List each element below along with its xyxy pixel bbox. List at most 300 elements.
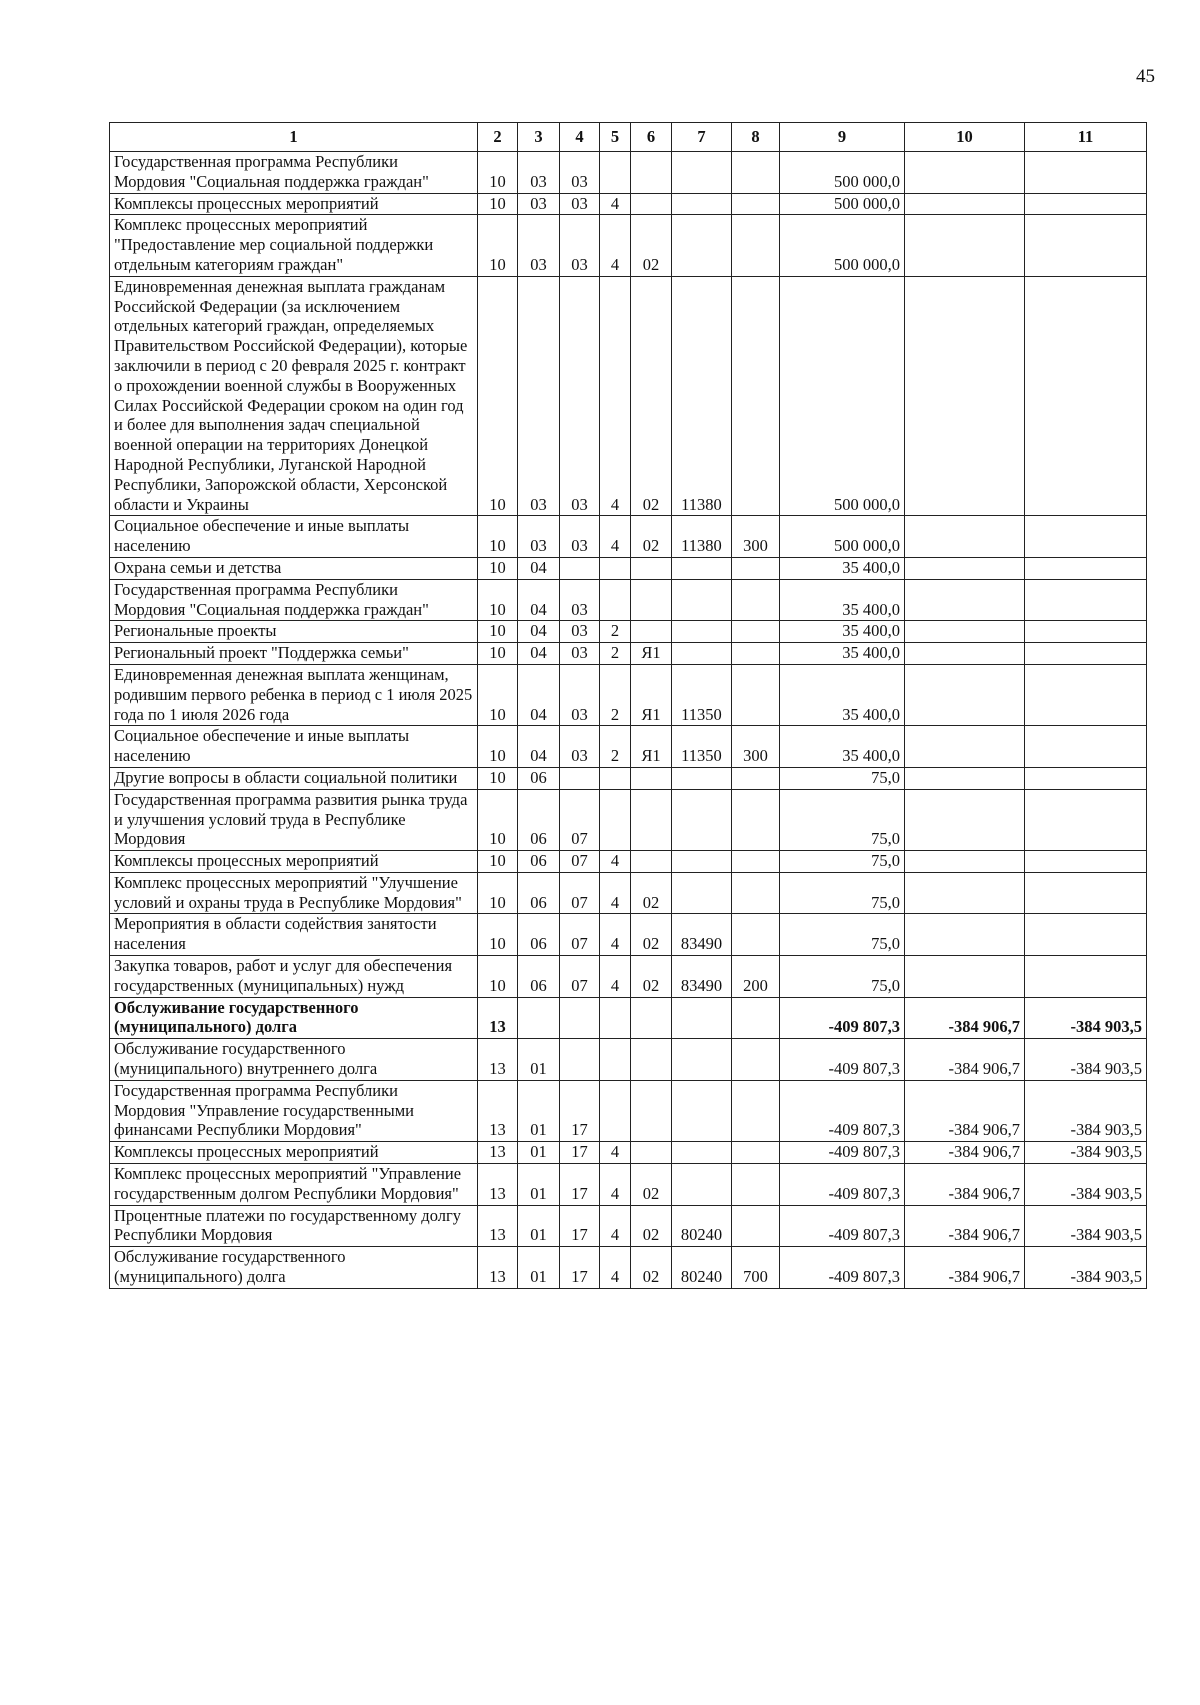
row-name-cell: Региональные проекты	[110, 621, 478, 643]
subprogram-code-cell: 2	[600, 643, 631, 665]
subsection-code-cell	[518, 997, 560, 1039]
table-row	[110, 1142, 1147, 1164]
table-row	[110, 767, 1147, 789]
table-row	[110, 516, 1147, 558]
row-name-cell: Мероприятия в области содействия занятости населения	[110, 914, 478, 956]
program-code-cell	[560, 1039, 600, 1081]
amount-col-11-cell	[1025, 152, 1147, 194]
section-code-cell: 10	[478, 193, 518, 215]
amount-col-10-cell: -384 906,7	[905, 1164, 1025, 1206]
section-code-cell: 10	[478, 872, 518, 914]
program-code-cell: 03	[560, 664, 600, 725]
amount-col-9-cell: -409 807,3	[780, 1142, 905, 1164]
program-code-cell: 03	[560, 643, 600, 665]
program-code-cell: 07	[560, 914, 600, 956]
column-header: 9	[780, 123, 905, 152]
target-article-code-cell	[672, 621, 732, 643]
amount-col-9-cell: -409 807,3	[780, 1039, 905, 1081]
amount-col-10-cell	[905, 664, 1025, 725]
subprogram-code-cell	[600, 579, 631, 621]
amount-col-11-cell	[1025, 851, 1147, 873]
table-row	[110, 1205, 1147, 1247]
subsection-code-cell: 01	[518, 1080, 560, 1141]
amount-col-10-cell: -384 906,7	[905, 1142, 1025, 1164]
expense-type-code-cell	[732, 193, 780, 215]
amount-col-9-cell: 35 400,0	[780, 557, 905, 579]
amount-col-10-cell	[905, 956, 1025, 998]
amount-col-11-cell	[1025, 767, 1147, 789]
amount-col-10-cell	[905, 851, 1025, 873]
amount-col-9-cell: 35 400,0	[780, 621, 905, 643]
event-code-cell: 02	[631, 215, 672, 276]
row-name-cell: Комплекс процессных мероприятий "Управление государственным долгом Республики Мордовия"	[110, 1164, 478, 1206]
target-article-code-cell	[672, 997, 732, 1039]
subsection-code-cell: 04	[518, 643, 560, 665]
row-name-cell: Единовременная денежная выплата гражданам Российской Федерации (за исключением отдельных категорий граждан, определяемых Правительством Российской Федерации), которые заключили в период с 20 февраля 2025 г. контракт о прохождении военной службы в Вооруженных Силах Российской Федерации сроком на один год и более для выполнения задач специальной военной операции на территориях Донецкой Народной Республики, Луганской Народной Республики, Запорожской области, Херсонской области и Украины	[110, 276, 478, 516]
amount-col-10-cell	[905, 789, 1025, 850]
subsection-code-cell: 06	[518, 872, 560, 914]
budget-table	[109, 122, 1147, 1289]
section-code-cell: 13	[478, 1164, 518, 1206]
column-header: 6	[631, 123, 672, 152]
subsection-code-cell: 06	[518, 851, 560, 873]
row-name-cell: Социальное обеспечение и иные выплаты населению	[110, 516, 478, 558]
event-code-cell	[631, 1142, 672, 1164]
target-article-code-cell: 11350	[672, 726, 732, 768]
table-row	[110, 664, 1147, 725]
target-article-code-cell	[672, 1080, 732, 1141]
event-code-cell: Я1	[631, 664, 672, 725]
row-name-cell: Государственная программа развития рынка труда и улучшения условий труда в Республике Мордовия	[110, 789, 478, 850]
section-code-cell: 10	[478, 726, 518, 768]
subprogram-code-cell: 4	[600, 1142, 631, 1164]
header-row	[110, 123, 1147, 152]
table-row	[110, 1247, 1147, 1289]
target-article-code-cell	[672, 1164, 732, 1206]
amount-col-11-cell	[1025, 579, 1147, 621]
expense-type-code-cell	[732, 664, 780, 725]
row-name-cell: Комплекс процессных мероприятий "Улучшение условий и охраны труда в Республике Мордовия"	[110, 872, 478, 914]
table-row	[110, 997, 1147, 1039]
subprogram-code-cell: 4	[600, 193, 631, 215]
amount-col-10-cell	[905, 516, 1025, 558]
amount-col-10-cell	[905, 579, 1025, 621]
subprogram-code-cell: 4	[600, 1164, 631, 1206]
program-code-cell: 03	[560, 726, 600, 768]
expense-type-code-cell	[732, 215, 780, 276]
target-article-code-cell	[672, 557, 732, 579]
amount-col-10-cell: -384 906,7	[905, 1205, 1025, 1247]
expense-type-code-cell: 300	[732, 516, 780, 558]
amount-col-11-cell	[1025, 789, 1147, 850]
expense-type-code-cell	[732, 1080, 780, 1141]
amount-col-11-cell: -384 903,5	[1025, 1247, 1147, 1289]
section-code-cell: 13	[478, 1247, 518, 1289]
amount-col-9-cell: 500 000,0	[780, 276, 905, 516]
expense-type-code-cell	[732, 1142, 780, 1164]
amount-col-9-cell: -409 807,3	[780, 1205, 905, 1247]
section-code-cell: 10	[478, 516, 518, 558]
event-code-cell	[631, 621, 672, 643]
row-name-cell: Закупка товаров, работ и услуг для обеспечения государственных (муниципальных) нужд	[110, 956, 478, 998]
amount-col-10-cell	[905, 726, 1025, 768]
column-header: 5	[600, 123, 631, 152]
event-code-cell: Я1	[631, 643, 672, 665]
program-code-cell: 17	[560, 1247, 600, 1289]
expense-type-code-cell	[732, 1164, 780, 1206]
section-code-cell: 10	[478, 956, 518, 998]
table-row	[110, 851, 1147, 873]
expense-type-code-cell	[732, 1205, 780, 1247]
target-article-code-cell	[672, 1039, 732, 1081]
subsection-code-cell: 04	[518, 557, 560, 579]
row-name-cell: Единовременная денежная выплата женщинам, родившим первого ребенка в период с 1 июля 2025 года по 1 июля 2026 года	[110, 664, 478, 725]
target-article-code-cell	[672, 789, 732, 850]
column-header: 3	[518, 123, 560, 152]
column-header: 8	[732, 123, 780, 152]
subprogram-code-cell: 2	[600, 726, 631, 768]
target-article-code-cell: 11380	[672, 516, 732, 558]
subprogram-code-cell: 4	[600, 516, 631, 558]
expense-type-code-cell	[732, 557, 780, 579]
section-code-cell: 10	[478, 152, 518, 194]
subprogram-code-cell: 4	[600, 215, 631, 276]
target-article-code-cell	[672, 215, 732, 276]
subsection-code-cell: 03	[518, 193, 560, 215]
event-code-cell	[631, 152, 672, 194]
section-code-cell: 10	[478, 579, 518, 621]
subsection-code-cell: 01	[518, 1205, 560, 1247]
table-row	[110, 872, 1147, 914]
subsection-code-cell: 04	[518, 621, 560, 643]
amount-col-11-cell: -384 903,5	[1025, 1142, 1147, 1164]
row-name-cell: Другие вопросы в области социальной политики	[110, 767, 478, 789]
table-row	[110, 1080, 1147, 1141]
subprogram-code-cell: 4	[600, 851, 631, 873]
amount-col-11-cell	[1025, 276, 1147, 516]
amount-col-9-cell: 75,0	[780, 914, 905, 956]
target-article-code-cell: 83490	[672, 956, 732, 998]
event-code-cell: 02	[631, 872, 672, 914]
section-code-cell: 10	[478, 621, 518, 643]
expense-type-code-cell	[732, 1039, 780, 1081]
program-code-cell: 17	[560, 1205, 600, 1247]
subprogram-code-cell	[600, 1080, 631, 1141]
table-row	[110, 152, 1147, 194]
target-article-code-cell	[672, 152, 732, 194]
amount-col-9-cell: 500 000,0	[780, 152, 905, 194]
subprogram-code-cell	[600, 997, 631, 1039]
amount-col-9-cell: -409 807,3	[780, 997, 905, 1039]
amount-col-11-cell	[1025, 643, 1147, 665]
expense-type-code-cell	[732, 851, 780, 873]
expense-type-code-cell	[732, 276, 780, 516]
table-row	[110, 557, 1147, 579]
row-name-cell: Обслуживание государственного (муниципального) долга	[110, 997, 478, 1039]
section-code-cell: 10	[478, 664, 518, 725]
amount-col-9-cell: 35 400,0	[780, 643, 905, 665]
row-name-cell: Комплексы процессных мероприятий	[110, 193, 478, 215]
program-code-cell: 03	[560, 215, 600, 276]
amount-col-9-cell: 35 400,0	[780, 664, 905, 725]
column-header: 2	[478, 123, 518, 152]
subsection-code-cell: 04	[518, 664, 560, 725]
subprogram-code-cell: 2	[600, 664, 631, 725]
event-code-cell	[631, 767, 672, 789]
program-code-cell: 03	[560, 579, 600, 621]
program-code-cell: 17	[560, 1142, 600, 1164]
amount-col-9-cell: -409 807,3	[780, 1080, 905, 1141]
expense-type-code-cell	[732, 789, 780, 850]
row-name-cell: Обслуживание государственного (муниципального) долга	[110, 1247, 478, 1289]
section-code-cell: 13	[478, 1142, 518, 1164]
section-code-cell: 10	[478, 851, 518, 873]
expense-type-code-cell	[732, 872, 780, 914]
program-code-cell: 07	[560, 851, 600, 873]
row-name-cell: Государственная программа Республики Мордовия "Управление государственными финансами Республики Мордовия"	[110, 1080, 478, 1141]
amount-col-10-cell: -384 906,7	[905, 1247, 1025, 1289]
amount-col-10-cell	[905, 557, 1025, 579]
amount-col-9-cell: -409 807,3	[780, 1164, 905, 1206]
row-name-cell: Государственная программа Республики Мордовия "Социальная поддержка граждан"	[110, 579, 478, 621]
program-code-cell: 07	[560, 872, 600, 914]
row-name-cell: Комплекс процессных мероприятий "Предоставление мер социальной поддержки отдельным категориям граждан"	[110, 215, 478, 276]
column-header: 11	[1025, 123, 1147, 152]
amount-col-11-cell	[1025, 914, 1147, 956]
amount-col-10-cell: -384 906,7	[905, 1039, 1025, 1081]
subsection-code-cell: 01	[518, 1142, 560, 1164]
amount-col-11-cell: -384 903,5	[1025, 1205, 1147, 1247]
table-row	[110, 579, 1147, 621]
amount-col-10-cell	[905, 643, 1025, 665]
program-code-cell: 03	[560, 193, 600, 215]
row-name-cell: Обслуживание государственного (муниципального) внутреннего долга	[110, 1039, 478, 1081]
amount-col-11-cell	[1025, 621, 1147, 643]
program-code-cell: 07	[560, 956, 600, 998]
target-article-code-cell	[672, 872, 732, 914]
column-header: 4	[560, 123, 600, 152]
section-code-cell: 13	[478, 997, 518, 1039]
amount-col-9-cell: 500 000,0	[780, 215, 905, 276]
event-code-cell: 02	[631, 1205, 672, 1247]
amount-col-9-cell: 35 400,0	[780, 579, 905, 621]
amount-col-9-cell: -409 807,3	[780, 1247, 905, 1289]
amount-col-11-cell: -384 903,5	[1025, 1039, 1147, 1081]
subprogram-code-cell: 4	[600, 956, 631, 998]
event-code-cell	[631, 193, 672, 215]
program-code-cell: 03	[560, 516, 600, 558]
subprogram-code-cell: 4	[600, 1205, 631, 1247]
row-name-cell: Комплексы процессных мероприятий	[110, 1142, 478, 1164]
subsection-code-cell: 06	[518, 956, 560, 998]
section-code-cell: 10	[478, 789, 518, 850]
page-number: 45	[1136, 66, 1155, 87]
event-code-cell: 02	[631, 956, 672, 998]
target-article-code-cell: 11380	[672, 276, 732, 516]
table-row	[110, 276, 1147, 516]
target-article-code-cell: 11350	[672, 664, 732, 725]
amount-col-11-cell: -384 903,5	[1025, 1080, 1147, 1141]
amount-col-10-cell	[905, 872, 1025, 914]
event-code-cell: 02	[631, 276, 672, 516]
table-row	[110, 1039, 1147, 1081]
subsection-code-cell: 06	[518, 789, 560, 850]
amount-col-9-cell: 75,0	[780, 767, 905, 789]
subsection-code-cell: 03	[518, 516, 560, 558]
amount-col-9-cell: 500 000,0	[780, 516, 905, 558]
event-code-cell	[631, 997, 672, 1039]
section-code-cell: 10	[478, 914, 518, 956]
section-code-cell: 10	[478, 276, 518, 516]
subprogram-code-cell	[600, 789, 631, 850]
expense-type-code-cell	[732, 767, 780, 789]
amount-col-11-cell	[1025, 872, 1147, 914]
section-code-cell: 13	[478, 1080, 518, 1141]
column-header: 10	[905, 123, 1025, 152]
subsection-code-cell: 01	[518, 1164, 560, 1206]
column-header: 7	[672, 123, 732, 152]
program-code-cell: 03	[560, 276, 600, 516]
subprogram-code-cell: 4	[600, 276, 631, 516]
program-code-cell	[560, 767, 600, 789]
row-name-cell: Региональный проект "Поддержка семьи"	[110, 643, 478, 665]
subsection-code-cell: 01	[518, 1039, 560, 1081]
row-name-cell: Государственная программа Республики Мордовия "Социальная поддержка граждан"	[110, 152, 478, 194]
expense-type-code-cell: 700	[732, 1247, 780, 1289]
expense-type-code-cell	[732, 914, 780, 956]
column-header: 1	[110, 123, 478, 152]
amount-col-10-cell: -384 906,7	[905, 1080, 1025, 1141]
event-code-cell: 02	[631, 1164, 672, 1206]
amount-col-9-cell: 75,0	[780, 956, 905, 998]
row-name-cell: Социальное обеспечение и иные выплаты населению	[110, 726, 478, 768]
target-article-code-cell: 80240	[672, 1205, 732, 1247]
amount-col-9-cell: 35 400,0	[780, 726, 905, 768]
subprogram-code-cell	[600, 1039, 631, 1081]
amount-col-10-cell	[905, 621, 1025, 643]
table-row	[110, 643, 1147, 665]
subprogram-code-cell	[600, 767, 631, 789]
target-article-code-cell	[672, 193, 732, 215]
subsection-code-cell: 03	[518, 152, 560, 194]
expense-type-code-cell	[732, 643, 780, 665]
amount-col-9-cell: 75,0	[780, 872, 905, 914]
row-name-cell: Комплексы процессных мероприятий	[110, 851, 478, 873]
event-code-cell	[631, 557, 672, 579]
amount-col-9-cell: 500 000,0	[780, 193, 905, 215]
subsection-code-cell: 04	[518, 579, 560, 621]
section-code-cell: 10	[478, 767, 518, 789]
target-article-code-cell	[672, 767, 732, 789]
subprogram-code-cell: 4	[600, 1247, 631, 1289]
section-code-cell: 13	[478, 1205, 518, 1247]
target-article-code-cell: 83490	[672, 914, 732, 956]
expense-type-code-cell: 200	[732, 956, 780, 998]
event-code-cell	[631, 1039, 672, 1081]
target-article-code-cell	[672, 643, 732, 665]
subprogram-code-cell	[600, 152, 631, 194]
table-row	[110, 956, 1147, 998]
amount-col-11-cell	[1025, 664, 1147, 725]
event-code-cell: Я1	[631, 726, 672, 768]
target-article-code-cell: 80240	[672, 1247, 732, 1289]
section-code-cell: 13	[478, 1039, 518, 1081]
program-code-cell: 17	[560, 1080, 600, 1141]
program-code-cell: 03	[560, 152, 600, 194]
program-code-cell: 07	[560, 789, 600, 850]
event-code-cell	[631, 851, 672, 873]
target-article-code-cell	[672, 579, 732, 621]
subsection-code-cell: 06	[518, 767, 560, 789]
target-article-code-cell	[672, 1142, 732, 1164]
amount-col-10-cell	[905, 152, 1025, 194]
subsection-code-cell: 01	[518, 1247, 560, 1289]
amount-col-11-cell	[1025, 215, 1147, 276]
amount-col-10-cell	[905, 767, 1025, 789]
subprogram-code-cell: 4	[600, 914, 631, 956]
expense-type-code-cell	[732, 621, 780, 643]
row-name-cell: Процентные платежи по государственному долгу Республики Мордовия	[110, 1205, 478, 1247]
program-code-cell	[560, 997, 600, 1039]
event-code-cell: 02	[631, 914, 672, 956]
expense-type-code-cell: 300	[732, 726, 780, 768]
amount-col-11-cell	[1025, 557, 1147, 579]
subsection-code-cell: 03	[518, 215, 560, 276]
amount-col-10-cell	[905, 215, 1025, 276]
amount-col-11-cell	[1025, 956, 1147, 998]
amount-col-10-cell	[905, 914, 1025, 956]
event-code-cell: 02	[631, 516, 672, 558]
table-row	[110, 914, 1147, 956]
amount-col-11-cell: -384 903,5	[1025, 997, 1147, 1039]
table-row	[110, 789, 1147, 850]
section-code-cell: 10	[478, 215, 518, 276]
target-article-code-cell	[672, 851, 732, 873]
subprogram-code-cell	[600, 557, 631, 579]
event-code-cell	[631, 789, 672, 850]
amount-col-10-cell: -384 906,7	[905, 997, 1025, 1039]
amount-col-11-cell: -384 903,5	[1025, 1164, 1147, 1206]
expense-type-code-cell	[732, 997, 780, 1039]
subsection-code-cell: 04	[518, 726, 560, 768]
table-row	[110, 1164, 1147, 1206]
row-name-cell: Охрана семьи и детства	[110, 557, 478, 579]
event-code-cell	[631, 579, 672, 621]
event-code-cell: 02	[631, 1247, 672, 1289]
section-code-cell: 10	[478, 557, 518, 579]
amount-col-10-cell	[905, 276, 1025, 516]
table-row	[110, 193, 1147, 215]
amount-col-10-cell	[905, 193, 1025, 215]
section-code-cell: 10	[478, 643, 518, 665]
subsection-code-cell: 06	[518, 914, 560, 956]
subsection-code-cell: 03	[518, 276, 560, 516]
amount-col-11-cell	[1025, 193, 1147, 215]
subprogram-code-cell: 4	[600, 872, 631, 914]
amount-col-9-cell: 75,0	[780, 789, 905, 850]
expense-type-code-cell	[732, 579, 780, 621]
amount-col-11-cell	[1025, 516, 1147, 558]
table-row	[110, 726, 1147, 768]
subprogram-code-cell: 2	[600, 621, 631, 643]
amount-col-9-cell: 75,0	[780, 851, 905, 873]
table-row	[110, 215, 1147, 276]
amount-col-11-cell	[1025, 726, 1147, 768]
table-row	[110, 621, 1147, 643]
program-code-cell: 03	[560, 621, 600, 643]
program-code-cell	[560, 557, 600, 579]
program-code-cell: 17	[560, 1164, 600, 1206]
